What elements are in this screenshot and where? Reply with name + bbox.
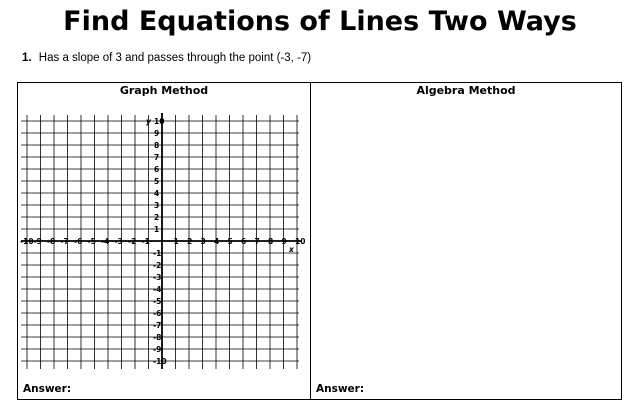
worksheet-title: Find Equations of Lines Two Ways	[63, 6, 577, 37]
x-tick-label: -7	[60, 237, 69, 246]
x-tick-label: -1	[141, 237, 150, 246]
x-tick-label: 8	[268, 237, 274, 246]
x-tick-label: 4	[214, 237, 220, 246]
y-tick-label: -7	[153, 321, 162, 330]
x-tick-label: -3	[114, 237, 123, 246]
y-tick-label: -9	[153, 345, 162, 354]
x-tick-label: -8	[47, 237, 56, 246]
algebra-answer-label: Answer:	[316, 383, 365, 395]
y-tick-label: 2	[154, 213, 160, 222]
problem-number: 1.	[22, 52, 32, 64]
y-axis-label: y	[146, 117, 151, 126]
y-tick-label: 5	[154, 177, 160, 186]
y-tick-label: -4	[153, 285, 162, 294]
y-tick-label: -10	[153, 357, 167, 366]
x-tick-label: 2	[187, 237, 193, 246]
algebra-method-heading: Algebra Method	[416, 84, 516, 97]
x-tick-label: -9	[33, 237, 42, 246]
y-tick-label: 4	[154, 189, 160, 198]
x-tick-label: -6	[74, 237, 83, 246]
x-tick-label: -10	[20, 237, 34, 246]
y-tick-label: 8	[154, 141, 160, 150]
y-tick-label: 6	[154, 165, 160, 174]
y-tick-label: 1	[154, 225, 160, 234]
graph-answer-label: Answer:	[23, 383, 72, 395]
y-tick-label: 3	[154, 201, 160, 210]
x-tick-label: 1	[173, 237, 179, 246]
problem-statement	[22, 52, 311, 64]
algebra-method-panel[interactable]	[310, 82, 622, 400]
x-tick-label: -4	[101, 237, 110, 246]
y-tick-label: 7	[154, 153, 160, 162]
y-tick-label: -8	[153, 333, 162, 342]
problem-text: Has a slope of 3 and passes through the point (-3, -7)	[38, 52, 312, 64]
y-tick-label: -5	[153, 297, 162, 306]
coordinate-grid[interactable]	[20, 96, 305, 376]
x-tick-label: -2	[128, 237, 137, 246]
x-axis-label: x	[289, 245, 294, 254]
y-tick-label: 10	[154, 117, 165, 126]
y-tick-label: 9	[154, 129, 160, 138]
x-tick-label: 10	[295, 237, 305, 246]
x-tick-label: 5	[227, 237, 233, 246]
y-tick-label: -3	[153, 273, 162, 282]
x-tick-label: 6	[241, 237, 247, 246]
x-tick-label: 3	[200, 237, 206, 246]
y-tick-label: -6	[153, 309, 162, 318]
x-tick-label: 9	[281, 237, 287, 246]
y-tick-label: -1	[153, 249, 162, 258]
x-tick-label: -5	[87, 237, 96, 246]
graph-method-heading: Graph Method	[119, 84, 209, 97]
y-tick-label: -2	[153, 261, 162, 270]
x-tick-label: 7	[254, 237, 260, 246]
